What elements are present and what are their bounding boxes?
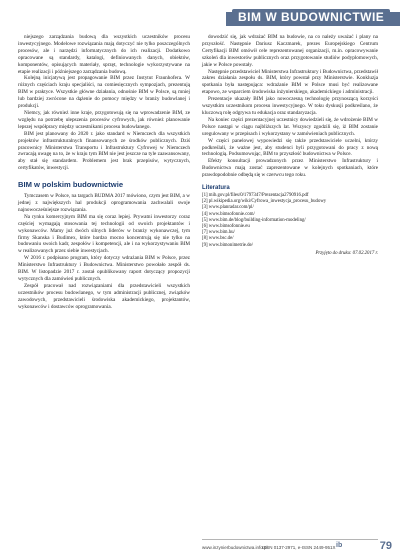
right-paragraph-3: Prezentacje ukazały BIM jako nowoczesną technologię przynoszącą korzyści wszystkim uczestnikom procesu inwestycyjnego. W toku dyskusji podkreślano, że kluczową rolę odgrywa tu edukacja oraz standaryzacja. (202, 96, 378, 116)
left-paragraph-3: Niemcy, jak również inne kraje, przygotowują się na wprowadzenie BIM, ze względu na potrzebę ulepszenia procesów cyfrowych, jak również planowanie lepszej współpracy między uczestnikami procesu budowlanego. (18, 109, 190, 130)
left-column (18, 34, 190, 311)
references-title: Literatura (202, 185, 230, 192)
footer-divider (202, 539, 378, 540)
left-paragraph-1: niejszego zarządzania budową dla wszystkich uczestników procesu inwestycyjnego. Modelowe rozwiązania mają dotyczyć nie tylko poszczególnych procesów, ale i narzędzi informatycznych do ich realizacji. Dodatkowo opracowane są standardy, katalogi, definiowanych danych, obiektów, komponentów, opisujących materiały, sprzęt, technologie wykorzystywane na etapie realizacji i późniejszego zarządzania budową. (18, 34, 190, 75)
right-paragraph-5: W części panelowej wypowiedzi się także przedstawiciele uczelni, którzy podkreślali, że ważne jest, aby studenci byli przygotowani do pracy z nową technologią. Podsumowując, BIM to przyszłość budownictwa w Polsce. (202, 137, 378, 158)
reference-item: [4] www.bimsofonnie.com/ (202, 211, 255, 217)
reference-item: [8] www.bsc.de/ (202, 236, 234, 242)
print-acceptance-date: Przyjęto do druku: 07.02.2017 r. (315, 250, 378, 256)
right-paragraph-2: Następnie przedstawiciel Ministerstwa Infrastruktury i Budownictwa, przedstawił zakres działania zespołu ds. BIM, który powstał przy Ministerstwie. Konkluzja spotkania była następująca: wdrażanie BIM w Polsce musi być realizowane etapowo, ze wsparciem środowiska inżynierskiego, akademickiego i administracji. (202, 68, 378, 96)
publisher-logo: ib (336, 542, 343, 549)
reference-item: [5] www.bim.de/blog/building-information-modeling/ (202, 217, 306, 223)
header-title: BIM W BUDOWNICTWIE (232, 9, 390, 25)
reference-item: [7] www.bim.hu/ (202, 230, 235, 236)
page-footer (0, 537, 400, 559)
page-number: 79 (379, 540, 392, 552)
reference-item: [9] www.bimonimetrie.de/ (202, 242, 253, 248)
left-paragraph-2: Kolejną inicjatywą jest propagowanie BIM przez Instytut Fraunhofera. W różnych częściach kraju specjaliści, na comiesięcznych sympozjach, prezentują BIM w praktyce. Wszystkie główne działania, odnośnie BIM w Polsce, są mniej lub bardziej zwrócone na dążenie do pomocy między w branży budowlanej i produkcji. (18, 75, 190, 110)
reference-item: [6] www.bimsofonnie.eu (202, 223, 250, 229)
section-paragraph-2: Na rynku komercyjnym BIM ma się coraz lepiej. Prywatni inwestorzy coraz częściej wymagają stosowania tej technologii od swoich projektantów i wykonawców. Mamy już dwóch silnych liderów w branży wykonawczej, tym firmy Skanska i Budimex, które bardzo mocno koncentrują się nie tylko na budowaniu swoich kadr, zespołów i kompetencji, ale i na wykorzystywaniu BIM w realizowanych przez siebie inwestycjach. (18, 213, 190, 255)
reference-item: [3] www.planradar.com/pl/ (202, 205, 254, 211)
references-list (202, 193, 378, 249)
reference-item: [1] mib.gov.pl/files/0/1797347/Prezentacja2790916.pdf (202, 192, 309, 198)
section-heading: BIM w polskim budownictwie (18, 180, 124, 190)
right-paragraph-1: dowodzić się, jak wdrażać BIM na budowie, na co należy uważać i plany na przyszłość. Następnie Dariusz Kaczmarek, prezes Europejskiego Centrum Certyfikacji BIM omówił cele reprezentowanej organizacji, m.in. opracowywanie szkoleń dla inwestorów publicznych oraz przygotowanie studiów podyplomowych, jakie w Polsce powstały. (202, 34, 378, 68)
section-paragraph-1: Tymczasem w Polsce, na targach BUDMA 2017 mówiono, czym jest BIM, a w jednej z największych hal produkcji oprogramowania zachwalali swoje najnowocześniejsze rozwiązania. (18, 193, 190, 213)
right-paragraph-4: Na koniec części prezentacyjnej uczestnicy dowiedzieli się, że wdrożenie BIM w Polsce nastąpi w ciągu najbliższych lat. Wszyscy zgodzili się, iż BIM zostanie uregulowany w przepisach i wykorzystany w zamówieniach publicznych. (202, 116, 378, 137)
right-paragraph-6: Efekty konsultacji prowadzonych przez Ministerstwo Infrastruktury i Budownictwa mają zostać zaprezentowane w kolejnych spotkaniach, które prawdopodobnie odbędą się w czerwcu tego roku. (202, 158, 378, 179)
left-paragraph-4: BIM jest planowany do 2020 r. jako standard w Niemczech dla wszystkich projektów infrastrukturalnych finansowanych ze środków publicznych. Dziś pracownicy Ministerstwa Transportu i Infrastruktury Cyfrowej w Niemczech zwracają uwagę na to, że w kraju tym BIM nie jest jeszcze na tyle zaawansowany, aby stał się standardem. Problemem jest brak przepisów, wytycznych, certyfikatów, inwestycji. (18, 130, 190, 172)
footer-website-link[interactable]: www.inzynierbudownictwa.info.pl (202, 545, 268, 550)
section-paragraph-3: W 2016 r. podpisano program, który dotyczy wdrażania BIM w Polsce, przez Ministerstwo Infrastruktury i Budownictwa. Ministerstwo powołało zespół ds. BIM. W listopadzie 2017 r. został opublikowany raport dotyczący propozycji wytycznych dla zamówień publicznych. (18, 255, 190, 282)
section-paragraph-4: Zespół pracował nad rozwiązaniami dla przedstawicieli wszystkich uczestników procesu budowlanego, w tym administracji publicznej, związków zawodowych, przedstawicieli środowiska akademickiego, projektantów, wykonawców i dostawców oprogramowania. (18, 282, 190, 310)
reference-item: [2] pl.wikipedia.org/wiki/Cyfrowa_inwestycja_procesu_budowy (202, 199, 327, 205)
right-column (202, 34, 378, 258)
page-header (0, 0, 400, 32)
footer-issn: ISSN 0137-2971, e-ISSN 2449-951X (262, 545, 336, 550)
